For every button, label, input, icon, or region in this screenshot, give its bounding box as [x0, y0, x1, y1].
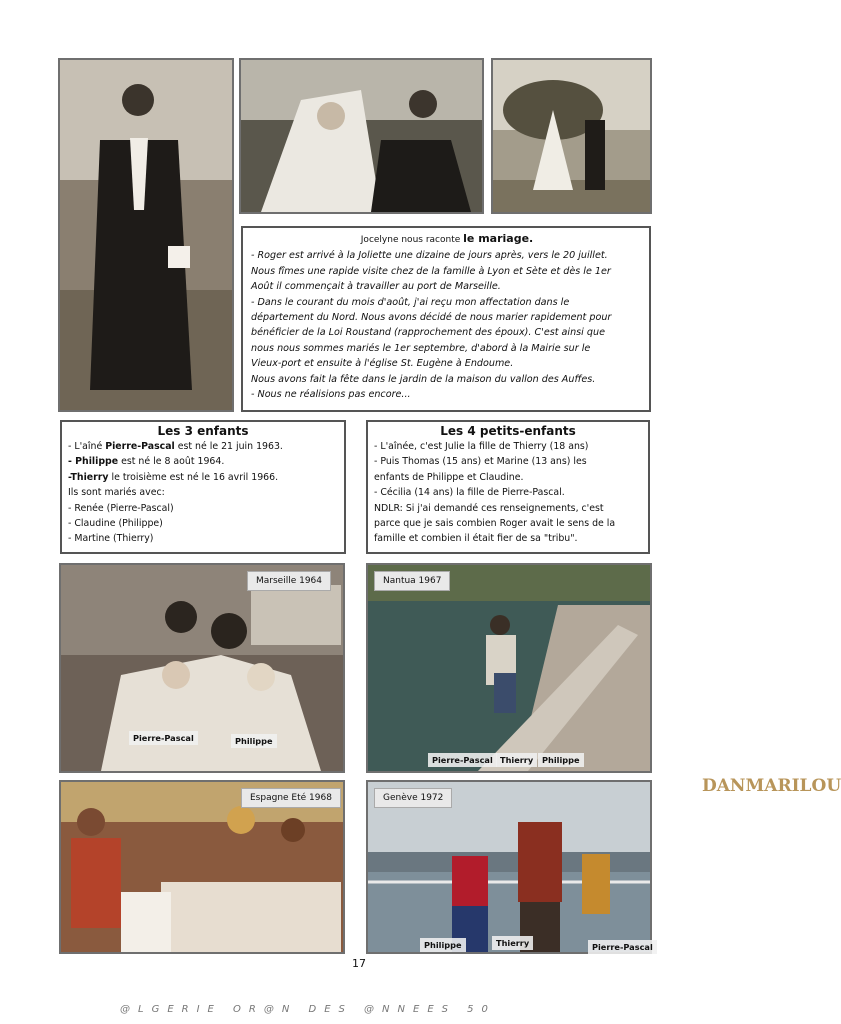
- grandchildren-line: enfants de Philippe et Claudine.: [374, 471, 524, 483]
- couple-park-image: [493, 60, 650, 212]
- grandchildren-line: - Cécilia (14 ans) la fille de Pierre-Pascal.: [374, 487, 565, 499]
- geneve-caption-thierry: Thierry: [492, 936, 533, 950]
- photo-bride-groom: [239, 58, 484, 214]
- children-line-5: - Renée (Pierre-Pascal): [68, 502, 174, 514]
- photo-geneve: [366, 780, 652, 954]
- children-l2-post: est né le 8 août 1964.: [118, 456, 225, 468]
- story-title: le mariage.: [463, 232, 534, 245]
- story-line: département du Nord. Nous avons décidé de nous marier rapidement pour: [251, 312, 612, 324]
- nantua-caption-philippe: Philippe: [538, 753, 584, 767]
- nantua-caption-pierre-pascal: Pierre-Pascal: [428, 753, 497, 767]
- grandchildren-line: - Puis Thomas (15 ans) et Marine (13 ans) les: [374, 456, 587, 468]
- photo-couple-park: [491, 58, 652, 214]
- children-l1-post: est né le 21 juin 1963.: [174, 441, 283, 452]
- story-line: bénéficier de la Loi Roustand (rapprochement des époux). C'est ainsi que: [251, 327, 605, 339]
- footer-text: @LGERIE OR@N DES @NNEES 50: [120, 1004, 496, 1015]
- story-box: [241, 226, 651, 412]
- grandchildren-line: famille et combien il était fier de sa "tribu".: [374, 533, 578, 545]
- marseille-caption-philippe: Philippe: [231, 734, 277, 748]
- children-line-6: - Claudine (Philippe): [68, 518, 163, 530]
- children-line-4: Ils sont mariés avec:: [68, 487, 165, 499]
- story-heading: [251, 231, 643, 248]
- bride-groom-image: [241, 60, 482, 212]
- story-line: Vieux-port et ensuite à l'église St. Eugène à Endoume.: [251, 358, 514, 370]
- children-l3-post: le troisième est né le 16 avril 1966.: [108, 471, 279, 483]
- geneve-caption-philippe: Philippe: [420, 938, 466, 952]
- children-box: [60, 420, 346, 554]
- story-line: - Dans le courant du mois d'août, j'ai reçu mon affectation dans le: [251, 296, 570, 308]
- marseille-caption-pierre-pascal: Pierre-Pascal: [129, 731, 198, 745]
- children-l1-name: Pierre-Pascal: [105, 441, 175, 452]
- story-line: - Roger est arrivé à la Joliette une dizaine de jours après, vers le 20 juillet.: [251, 250, 608, 262]
- groom-image: [60, 60, 232, 410]
- grandchildren-box: [366, 420, 650, 554]
- children-line-7: - Martine (Thierry): [68, 533, 154, 545]
- photo-marseille: [59, 563, 345, 773]
- children-line-2: [68, 454, 338, 469]
- children-line-1: [68, 439, 338, 454]
- children-l3-name: -Thierry: [68, 471, 109, 483]
- photo-espagne: [59, 780, 345, 954]
- marseille-tag: Marseille 1964: [247, 571, 331, 591]
- story-intro: Jocelyne nous raconte: [360, 235, 461, 245]
- nantua-image: [368, 565, 650, 771]
- nantua-tag: Nantua 1967: [374, 571, 450, 591]
- espagne-tag: Espagne Eté 1968: [241, 788, 341, 808]
- geneve-caption-pierre-pascal: Pierre-Pascal: [588, 940, 657, 954]
- marseille-image: [61, 565, 343, 771]
- photo-groom: [58, 58, 234, 412]
- story-line: Nous fîmes une rapide visite chez de la famille à Lyon et Sète et dès le 1er: [251, 265, 611, 277]
- story-line: Nous avons fait la fête dans le jardin de la maison du vallon des Auffes.: [251, 373, 596, 385]
- grandchildren-line: NDLR: Si j'ai demandé ces renseignements, c'est: [374, 502, 604, 514]
- children-l2-name: - Philippe: [68, 456, 119, 468]
- children-l1-pre: - L'aîné: [68, 441, 106, 452]
- children-title: Les 3 enfants: [157, 424, 249, 438]
- story-line: nous nous sommes mariés le 1er septembre, d'abord à la Mairie sur le: [251, 342, 591, 354]
- grandchildren-title: Les 4 petits-enfants: [440, 424, 576, 438]
- nantua-caption-thierry: Thierry: [496, 753, 537, 767]
- page-number: 17: [352, 957, 366, 970]
- story-line: - Nous ne réalisions pas encore...: [251, 389, 411, 401]
- geneve-tag: Genève 1972: [374, 788, 452, 808]
- children-line-3: [68, 470, 338, 485]
- grandchildren-line: - L'aînée, c'est Julie la fille de Thierry (18 ans): [374, 441, 589, 452]
- grandchildren-line: parce que je sais combien Roger avait le sens de la: [374, 518, 616, 530]
- side-brand-text: DANMARILOU: [702, 776, 841, 796]
- story-line: Août il commençait à travailler au port de Marseille.: [251, 281, 501, 293]
- photo-nantua: [366, 563, 652, 773]
